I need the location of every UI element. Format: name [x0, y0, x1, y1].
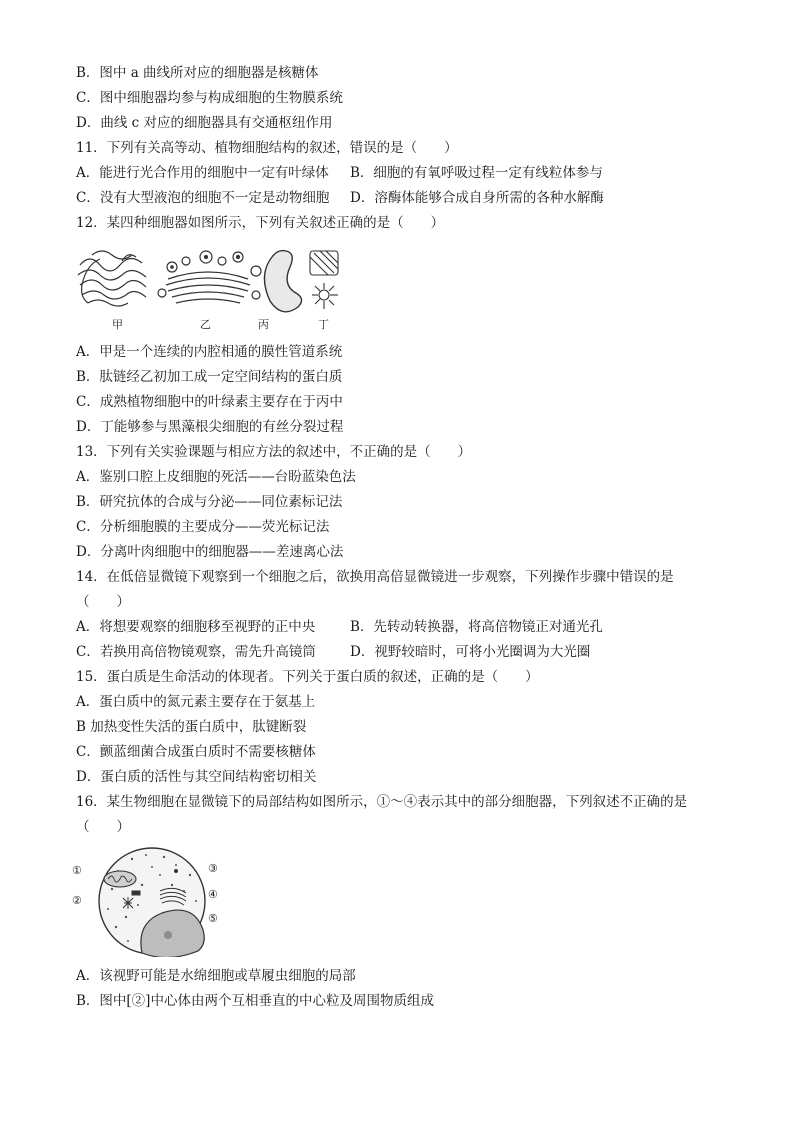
endoplasmic-reticulum-drawing [78, 251, 146, 306]
q16-stem-bracket: （ ） [76, 819, 130, 835]
q11-option-b: B．细胞的有氧呼吸过程一定有线粒体参与 [350, 165, 603, 181]
cell-label-5: ⑤ [208, 912, 218, 925]
centriole-drawing [310, 251, 338, 309]
figure-label-jia: 甲 [112, 318, 123, 331]
q16-cell-figure [72, 845, 222, 957]
q11-option-c: C．没有大型液泡的细胞不一定是动物细胞 [76, 190, 330, 206]
figure-label-yi: 乙 [200, 318, 211, 331]
q11-option-d: D．溶酶体能够合成自身所需的各种水解酶 [350, 190, 604, 206]
q15-option-c: C．颤蓝细菌合成蛋白质时不需要核糖体 [76, 744, 316, 760]
figure-label-bing: 丙 [258, 318, 269, 331]
q12-organelle-figure [72, 245, 352, 335]
q15-stem: 15．蛋白质是生命活动的体现者。下列关于蛋白质的叙述，正确的是（ ） [76, 669, 539, 685]
cell-label-3: ③ [208, 862, 218, 875]
q12-stem: 12．某四种细胞器如图所示，下列有关叙述正确的是（ ） [76, 215, 445, 231]
q13-option-a: A．鉴别口腔上皮细胞的死活——台盼蓝染色法 [76, 469, 356, 485]
q15-option-a: A．蛋白质中的氮元素主要存在于氨基上 [76, 694, 316, 710]
q14-option-a: A．将想要观察的细胞移至视野的正中央 [76, 619, 316, 635]
q15-option-b: B 加热变性失活的蛋白质中，肽键断裂 [76, 719, 307, 735]
q10-option-d: D．曲线 c 对应的细胞器具有交通枢纽作用 [76, 115, 333, 131]
cell-label-2: ② [72, 894, 82, 907]
q13-option-c: C．分析细胞膜的主要成分——荧光标记法 [76, 519, 330, 535]
q16-stem: 16．某生物细胞在显微镜下的局部结构如图所示，①～④表示其中的部分细胞器，下列叙述不正确的是 [76, 794, 688, 810]
q12-option-a: A．甲是一个连续的内腔相通的膜性管道系统 [76, 344, 343, 360]
q13-option-b: B．研究抗体的合成与分泌——同位素标记法 [76, 494, 343, 510]
mitochondrion-drawing [104, 871, 136, 887]
q14-option-b: B．先转动转换器，将高倍物镜正对通光孔 [350, 619, 603, 635]
q15-option-d: D．蛋白质的活性与其空间结构密切相关 [76, 769, 317, 785]
q10-option-b: B．图中 a 曲线所对应的细胞器是核糖体 [76, 65, 319, 81]
q14-stem-bracket: （ ） [76, 594, 130, 610]
organelle-drawings [72, 245, 352, 315]
q13-option-d: D．分离叶肉细胞中的细胞器——差速离心法 [76, 544, 344, 560]
q16-option-a: A．该视野可能是水绵细胞或草履虫细胞的局部 [76, 968, 356, 984]
q11-option-a: A．能进行光合作用的细胞中一定有叶绿体 [76, 165, 329, 181]
q16-option-b: B．图中[②]中心体由两个互相垂直的中心粒及周围物质组成 [76, 993, 434, 1009]
cell-label-1: ① [72, 864, 82, 877]
q14-stem: 14．在低倍显微镜下观察到一个细胞之后，欲换用高倍显微镜进一步观察，下列操作步骤中错误的是 [76, 569, 674, 585]
q12-option-d: D．丁能够参与黑藻根尖细胞的有丝分裂过程 [76, 419, 344, 435]
cell-label-4: ④ [208, 888, 218, 901]
q12-option-c: C．成熟植物细胞中的叶绿素主要存在于丙中 [76, 394, 343, 410]
cell-micrograph-drawing [72, 845, 222, 957]
q14-option-c: C．若换用高倍物镜观察，需先升高镜筒 [76, 644, 316, 660]
organelle-dot-drawing [174, 869, 178, 873]
q12-option-b: B．肽链经乙初加工成一定空间结构的蛋白质 [76, 369, 343, 385]
q14-option-d: D．视野较暗时，可将小光圈调为大光圈 [350, 644, 591, 660]
q13-stem: 13．下列有关实验课题与相应方法的叙述中，不正确的是（ ） [76, 444, 472, 460]
organelle-bean-drawing [264, 251, 301, 312]
golgi-apparatus-drawing [158, 251, 261, 303]
q10-option-c: C．图中细胞器均参与构成细胞的生物膜系统 [76, 90, 343, 106]
figure-label-ding: 丁 [318, 318, 329, 331]
q11-stem: 11．下列有关高等动、植物细胞结构的叙述，错误的是（ ） [76, 140, 458, 156]
